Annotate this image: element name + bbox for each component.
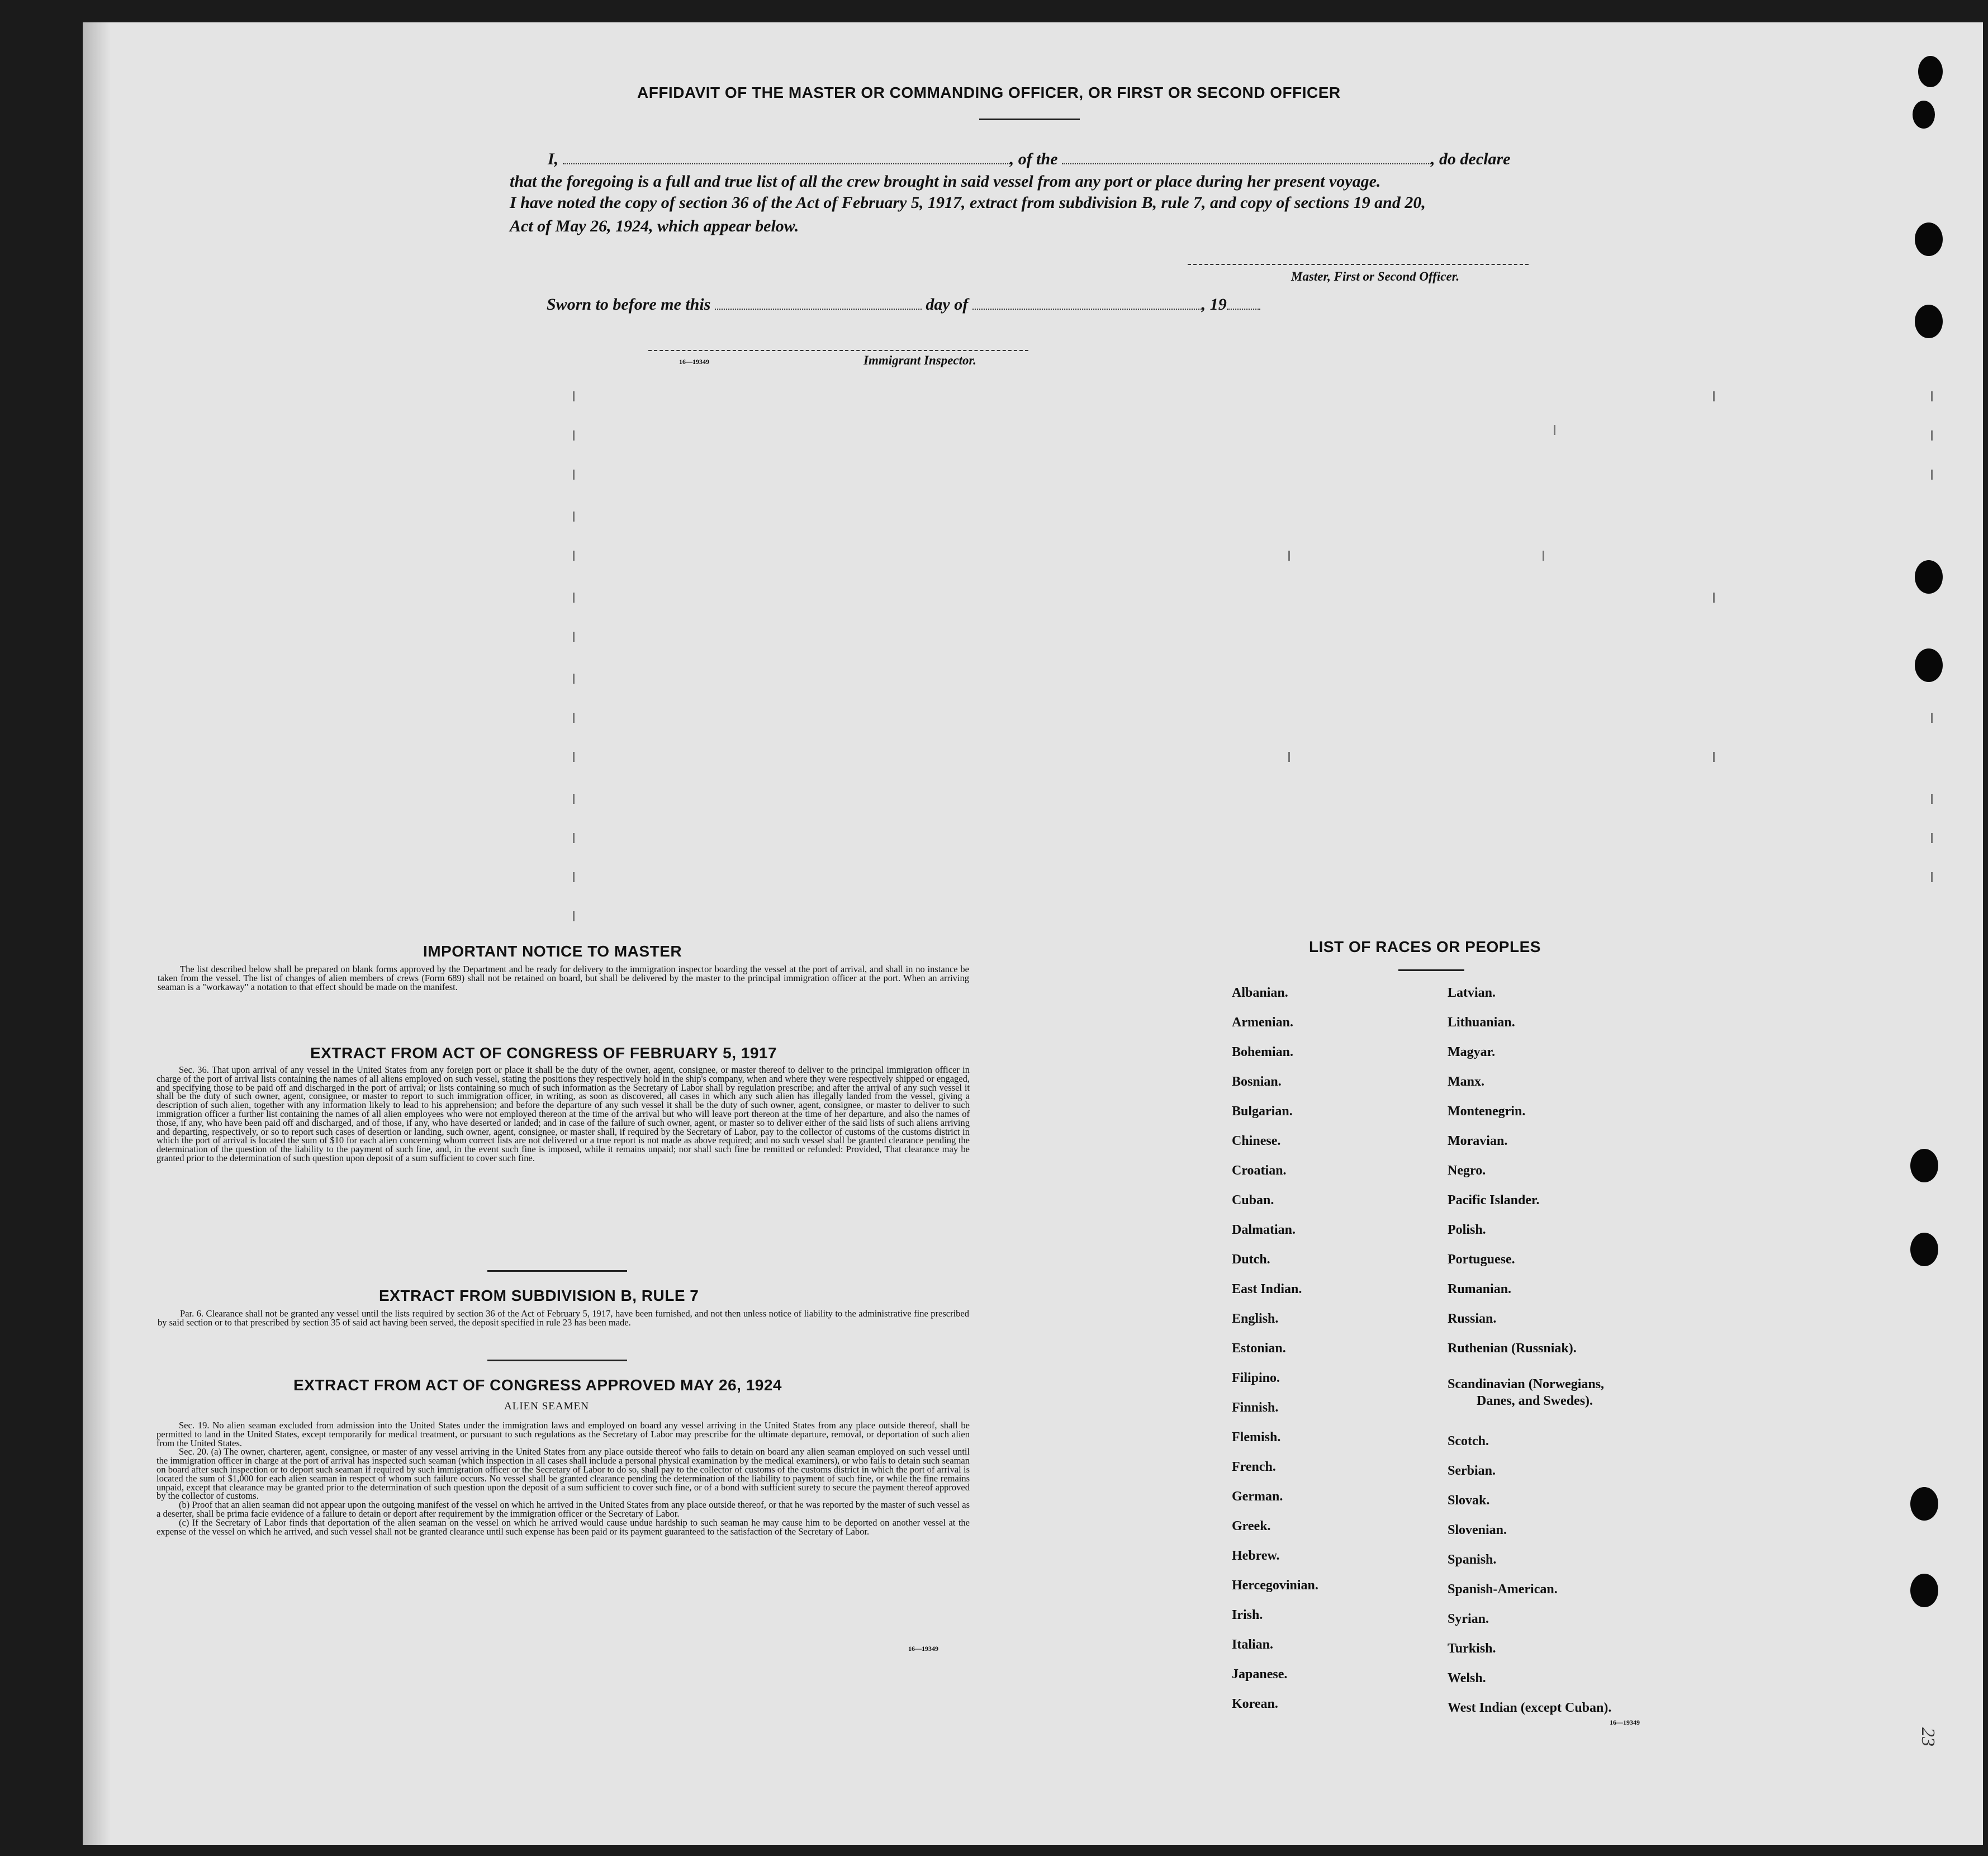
decl-i-label: I, [548, 150, 559, 168]
races-title-rule [1398, 969, 1464, 971]
race-item: Ruthenian (Russniak). [1448, 1341, 1577, 1356]
sworn-year-field[interactable] [1227, 296, 1260, 310]
extract-1924-subtitle: ALIEN SEAMEN [504, 1400, 589, 1412]
bleed-mark [573, 833, 575, 843]
bleed-mark [573, 872, 575, 882]
sec-20c-text: (c) If the Secretary of Labor finds that deportation of the alien seaman on the vessel on which he arrived would cause undue hardship to such seaman he may cause him to be deported on another vessel at the expense of the vessel on which he arrived, and such vessel shall not be granted clearance until such expense has been paid or its payment guaranteed to the satisfaction of the Secretary of Labor. [156, 1517, 970, 1537]
sworn-line [547, 295, 1260, 314]
bleed-mark [1543, 551, 1544, 561]
inspector-signature-field[interactable] [648, 350, 1028, 351]
race-item: Negro. [1448, 1163, 1486, 1178]
form-number: 16—19349 [908, 1645, 938, 1653]
race-item: Armenian. [1232, 1015, 1293, 1030]
bleed-mark [573, 794, 575, 804]
race-item: Serbian. [1448, 1464, 1496, 1478]
race-item: French. [1232, 1460, 1276, 1474]
race-item: Irish. [1232, 1608, 1263, 1622]
bleed-mark [1931, 794, 1933, 804]
race-item: Polish. [1448, 1223, 1486, 1237]
race-item: Cuban. [1232, 1193, 1274, 1208]
bleed-mark [573, 512, 575, 522]
vessel-name-field[interactable] [1062, 151, 1431, 164]
sworn-day-of: day of [926, 295, 969, 314]
extract-rule7-title: EXTRACT FROM SUBDIVISION B, RULE 7 [379, 1287, 699, 1304]
bleed-mark [1288, 752, 1290, 762]
binder-hole [1910, 1233, 1938, 1266]
bleed-mark [573, 632, 575, 642]
race-item: Turkish. [1448, 1641, 1496, 1656]
form-number: 16—19349 [679, 358, 709, 366]
declaration-line-3: I have noted the copy of section 36 of the Act of February 5, 1917, extract from subdivision B, rule 7, and copy of sections 19 and 20, [510, 193, 1426, 212]
title-rule [979, 119, 1080, 120]
race-item: Bosnian. [1232, 1074, 1282, 1089]
bleed-mark [573, 391, 575, 401]
sworn-month-field[interactable] [972, 296, 1202, 310]
bleed-mark [573, 752, 575, 762]
notice-title: IMPORTANT NOTICE TO MASTER [423, 943, 682, 960]
binder-hole [1915, 648, 1943, 682]
bleed-mark [1931, 872, 1933, 882]
race-item: Flemish. [1232, 1430, 1281, 1445]
race-item: Albanian. [1232, 986, 1288, 1000]
race-item: Latvian. [1448, 986, 1496, 1000]
binder-hole [1915, 560, 1943, 594]
inspector-label: Immigrant Inspector. [863, 353, 976, 367]
race-item: Bulgarian. [1232, 1104, 1293, 1119]
race-item: German. [1232, 1489, 1283, 1504]
binder-hole [1910, 1574, 1938, 1607]
binder-hole [1915, 222, 1943, 256]
master-signature-field[interactable] [1188, 264, 1529, 265]
race-item: Welsh. [1448, 1671, 1486, 1685]
bleed-mark [1931, 430, 1933, 441]
race-item: Slovenian. [1448, 1523, 1507, 1537]
affidavit-title: AFFIDAVIT OF THE MASTER OR COMMANDING OFFICER, OR FIRST OR SECOND OFFICER [637, 84, 1341, 101]
bleed-mark [573, 593, 575, 603]
master-signature-label: Master, First or Second Officer. [1291, 269, 1460, 283]
race-item-continued: Danes, and Swedes). [1477, 1394, 1593, 1408]
race-item: Estonian. [1232, 1341, 1286, 1356]
race-item: Bohemian. [1232, 1045, 1294, 1059]
race-item: Lithuanian. [1448, 1015, 1515, 1030]
race-item: Korean. [1232, 1697, 1278, 1711]
binder-hole [1918, 56, 1943, 87]
sworn-prefix: Sworn to before me this [547, 295, 711, 314]
bleed-mark [1554, 425, 1555, 435]
race-item: Moravian. [1448, 1134, 1508, 1148]
bleed-mark [1931, 713, 1933, 723]
bleed-mark [1713, 391, 1715, 401]
bleed-mark [573, 470, 575, 480]
bleed-mark [1931, 833, 1933, 843]
race-item: Scotch. [1448, 1434, 1489, 1448]
extract-1924-title: EXTRACT FROM ACT OF CONGRESS APPROVED MAY 26, 1924 [293, 1376, 782, 1394]
race-item: Manx. [1448, 1074, 1484, 1089]
page-edge-shadow [83, 22, 111, 1845]
declaration-line-4: Act of May 26, 1924, which appear below. [510, 217, 799, 235]
bleed-mark [573, 713, 575, 723]
master-name-field[interactable] [563, 151, 1010, 164]
bleed-mark [573, 674, 575, 684]
race-item: East Indian. [1232, 1282, 1302, 1296]
form-number: 16—19349 [1610, 1718, 1640, 1726]
race-item: Chinese. [1232, 1134, 1281, 1148]
sworn-day-field[interactable] [715, 296, 922, 310]
extract-1917-body: Sec. 36. That upon arrival of any vessel in the United States from any foreign port or place it shall be the duty of the owner, agent, consignee, or master thereof to deliver to the principal immigration officer in charge of the port of arrival lists containing the names of all aliens employed on such vessel, stating the positions they respectively hold in the ship's company, when and where they were respectively shipped or engaged, and specifying those to be paid off and discharged in the port of arrival; or lists containing so much of such information as the Secretary of Labor shall by regulation prescribe; and after the arrival of any such vessel it shall be the duty of such owner, agent, consignee, or master to report to such immigration officer, in writing, as soon as discovered, all cases in which any such alien has illegally landed from the vessel, giving a description of such alien, together with any information likely to lead to his apprehension; and before the departure of any such vessel it shall be the duty of such owner, agent, consignee, or master to deliver to such immigration officer a further list containing the names of all alien employees who were not employed thereon at the time of the arrival but who will leave port thereon at the time of her departure, and also the names of those, if any, who have been paid off and discharged, and of those, if any, who have deserted or landed; and in case of the failure of such owner, agent, or master so to deliver either of the said lists of such aliens arriving and departing, respectively, or so to report such cases of desertion or landing, such owner, agent, consignee, or master shall, if required by the Secretary of Labor, pay to the collector of customs of the customs district in which the port of arrival is located the sum of $10 for each alien concerning whom correct lists are not delivered or a true report is not made as above required; and no such vessel shall be granted clearance pending the determination of the question of the liability to the payment of such fine, and, in the event such fine is imposed, while it remains unpaid; nor shall such fine be remitted or refunded: Provided, That clearance may be granted prior to the determination of such question upon deposit of a sum sufficient to cover such fine. [156, 1064, 970, 1163]
race-item: Hebrew. [1232, 1549, 1280, 1563]
notice-body: The list described below shall be prepared on blank forms approved by the Department and be ready for delivery to the immigration inspector boarding the vessel at the port of arrival, and shall in no instance be taken from the vessel. The list of changes of alien members of crews (Form 689) shall not be retained on board, but shall be delivered by the master to the principal immigration officer at the port. When an arriving seaman is a "workaway" a notation to that effect should be made on the manifest. [158, 964, 969, 992]
race-item: Croatian. [1232, 1163, 1287, 1178]
bleed-mark [1288, 551, 1290, 561]
race-item: Dalmatian. [1232, 1223, 1296, 1237]
race-item: Russian. [1448, 1311, 1497, 1326]
bleed-mark [573, 430, 575, 441]
race-item: Finnish. [1232, 1400, 1279, 1415]
decl-do-declare-label: , do declare [1431, 150, 1511, 168]
bleed-mark [573, 551, 575, 561]
race-item: Dutch. [1232, 1252, 1270, 1267]
bleed-mark [1713, 752, 1715, 762]
binder-hole [1910, 1487, 1938, 1521]
race-item: Rumanian. [1448, 1282, 1512, 1296]
decl-of-the-label: , of the [1009, 150, 1058, 168]
extract-rule7-body: Par. 6. Clearance shall not be granted any vessel until the lists required by section 36 of the Act of February 5, 1917, have been furnished, and not then unless notice of liability to the administrative fine prescribed by said section or to that prescribed by section 35 of said act having been served, the deposit specified in rule 23 has been made. [158, 1308, 969, 1328]
binder-hole [1913, 101, 1935, 129]
binder-hole [1910, 1149, 1938, 1182]
bleed-mark [1931, 470, 1933, 480]
declaration-line-1 [548, 150, 1510, 169]
race-item: Portuguese. [1448, 1252, 1515, 1267]
declaration-line-2: that the foregoing is a full and true list of all the crew brought in said vessel from any port or place during her present voyage. [510, 172, 1381, 191]
race-item: Montenegrin. [1448, 1104, 1526, 1119]
race-item: Slovak. [1448, 1493, 1490, 1508]
race-item: Scandinavian (Norwegians, [1448, 1377, 1605, 1391]
extract-1917-title: EXTRACT FROM ACT OF CONGRESS OF FEBRUARY 5, 1917 [310, 1044, 777, 1062]
section-separator [487, 1360, 627, 1361]
bleed-mark [573, 911, 575, 921]
race-item: Filipino. [1232, 1371, 1280, 1385]
sworn-year-prefix: , 19 [1201, 295, 1227, 314]
race-item: West Indian (except Cuban). [1448, 1701, 1612, 1715]
race-item: Japanese. [1232, 1667, 1288, 1682]
race-item: Magyar. [1448, 1045, 1496, 1059]
race-item: Spanish-American. [1448, 1582, 1558, 1597]
race-item: Italian. [1232, 1637, 1274, 1652]
race-item: Greek. [1232, 1519, 1271, 1533]
race-item: Hercegovinian. [1232, 1578, 1318, 1593]
bleed-mark [1713, 593, 1715, 603]
sec-20a-text: Sec. 20. (a) The owner, charterer, agent, consignee, or master of any vessel arriving in the United States from any place outside thereof who fails to detain on board any alien seaman employed on such vessel until the immigration officer in charge at the port of arrival has inspected such seaman (which inspection in all cases shall include a personal physical examination by the medical examiners), or who fails to detain such seaman on board after such inspection or to deport such seaman if required by such immigration officer or the Secretary of Labor to do so, shall pay to the collector of customs of the customs district in which the port of arrival is located the sum of $1,000 for each alien seaman in respect of whom such failure occurs. No vessel shall be granted clearance pending the determination of the liability to payment of such fine, or while the fine remains unpaid, except that clearance may be granted prior to the determination of such question upon the deposit of a sum sufficient to cover such fine, or of a bond with sufficient surety to secure the payment thereof approved by the collector of customs. [156, 1446, 970, 1502]
race-item: Pacific Islander. [1448, 1193, 1540, 1208]
extract-1924-body [156, 1421, 970, 1536]
sec-20b-text: (b) Proof that an alien seaman did not appear upon the outgoing manifest of the vessel on which he arrived in the United States from any place outside thereof, or that he was reported by the master of such vessel as a deserter, shall be prima facie evidence of a failure to detain or deport after requirement by the immigration officer or the Secretary of Labor. [156, 1499, 970, 1519]
handwritten-page-number: 23 [1918, 1727, 1938, 1746]
race-item: Spanish. [1448, 1552, 1497, 1567]
section-separator [487, 1270, 627, 1272]
races-title: LIST OF RACES OR PEOPLES [1309, 938, 1541, 955]
race-item: English. [1232, 1311, 1279, 1326]
sec-19-text: Sec. 19. No alien seaman excluded from admission into the United States under the immigration laws and employed on board any vessel arriving in the United States from any place outside thereof, shall be permitted to land in the United States, except temporarily for medical treatment, or pursuant to such regulations as the Secretary of Labor may prescribe for the ultimate departure, removal, or deportation of such alien from the United States. [156, 1420, 970, 1448]
race-item: Syrian. [1448, 1612, 1489, 1626]
bleed-mark [1931, 391, 1933, 401]
binder-hole [1915, 305, 1943, 338]
